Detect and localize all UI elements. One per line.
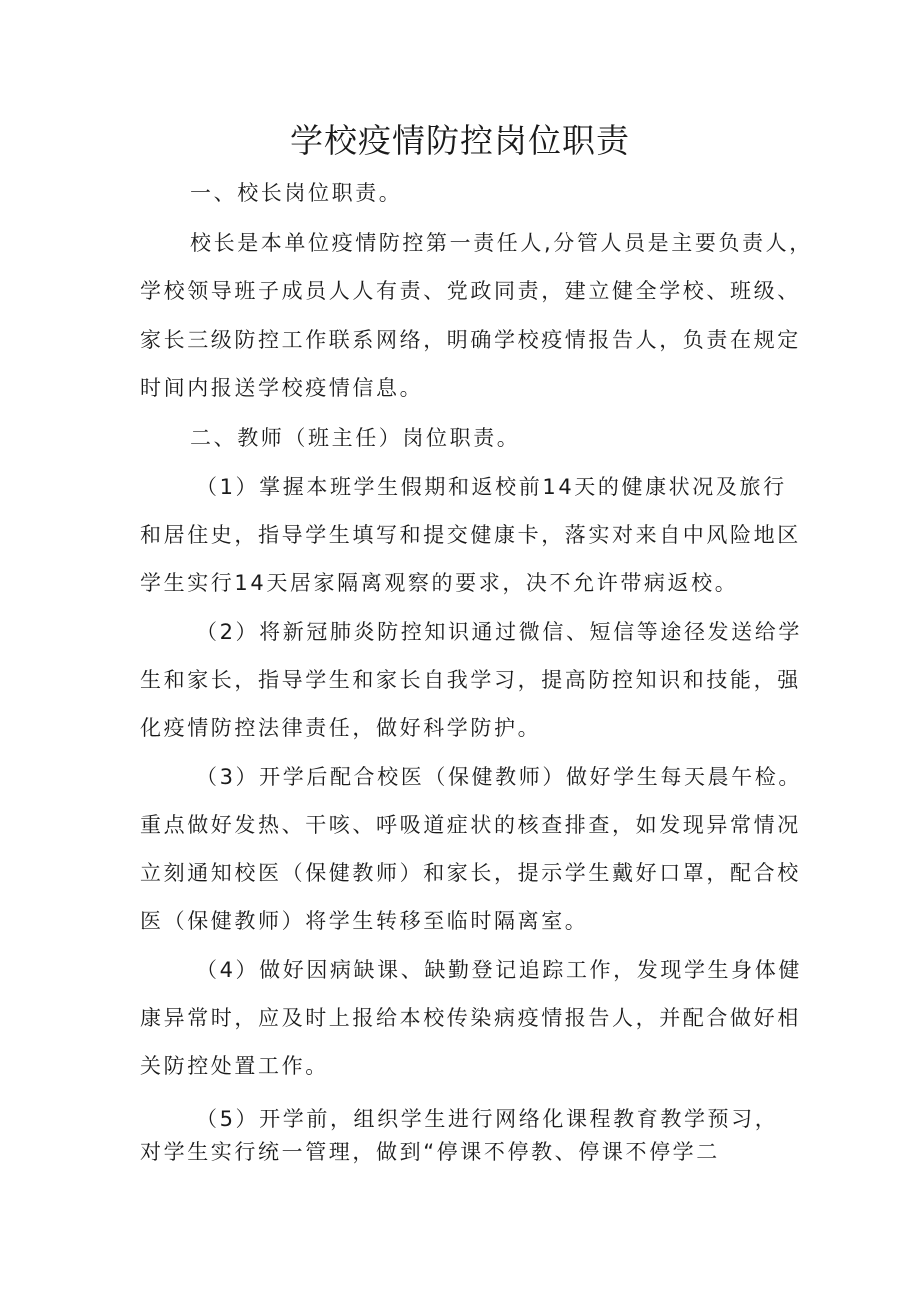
paragraph-line: 学校领导班子成员人人有责、党政同责，建立健全学校、班级、 xyxy=(140,279,801,303)
paragraph-line: （5）开学前，组织学生进行网络化课程教育教学预习， xyxy=(196,1107,779,1131)
paragraph-line: （1）掌握本班学生假期和返校前14天的健康状况及旅行 xyxy=(196,475,787,499)
paragraph-line: 时间内报送学校疫情信息。 xyxy=(140,376,424,400)
heading-teacher-duties: 二、教师（班主任）岗位职责。 xyxy=(190,426,521,450)
paragraph-line: （4）做好因病缺课、缺勤登记追踪工作，发现学生身体健 xyxy=(196,958,802,982)
paragraph-line: 家长三级防控工作联系网络，明确学校疫情报告人，负责在规定 xyxy=(140,328,801,352)
paragraph-line: 医（保健教师）将学生转移至临时隔离室。 xyxy=(140,909,589,933)
paragraph-line: 康异常时，应及时上报给本校传染病疫情报告人，并配合做好相 xyxy=(140,1006,801,1030)
paragraph-line: 重点做好发热、干咳、呼吸道症状的核查排查，如发现异常情况 xyxy=(140,813,801,837)
paragraph-line: 对学生实行统一管理，做到“停课不停教、停课不停学二 xyxy=(140,1140,720,1164)
paragraph-line: 立刻通知校医（保健教师）和家长，提示学生戴好口罩，配合校 xyxy=(140,861,801,885)
document-title: 学校疫情防控岗位职责 xyxy=(290,121,630,160)
heading-principal-duties: 一、校长岗位职责。 xyxy=(190,181,403,205)
paragraph-line: 化疫情防控法律责任，做好科学防护。 xyxy=(140,716,542,740)
paragraph-line: 和居住史，指导学生填写和提交健康卡，落实对来自中风险地区 xyxy=(140,523,801,547)
paragraph-line: 关防控处置工作。 xyxy=(140,1054,329,1078)
paragraph-line: 学生实行14天居家隔离观察的要求，决不允许带病返校。 xyxy=(140,571,739,595)
paragraph-line: （2）将新冠肺炎防控知识通过微信、短信等途径发送给学 xyxy=(196,620,802,644)
paragraph-line: 校长是本单位疫情防控第一责任人,分管人员是主要负责人， xyxy=(190,231,813,255)
paragraph-line: 生和家长，指导学生和家长自我学习，提高防控知识和技能，强 xyxy=(140,668,801,692)
paragraph-line: （3）开学后配合校医（保健教师）做好学生每天晨午检。 xyxy=(196,765,802,789)
